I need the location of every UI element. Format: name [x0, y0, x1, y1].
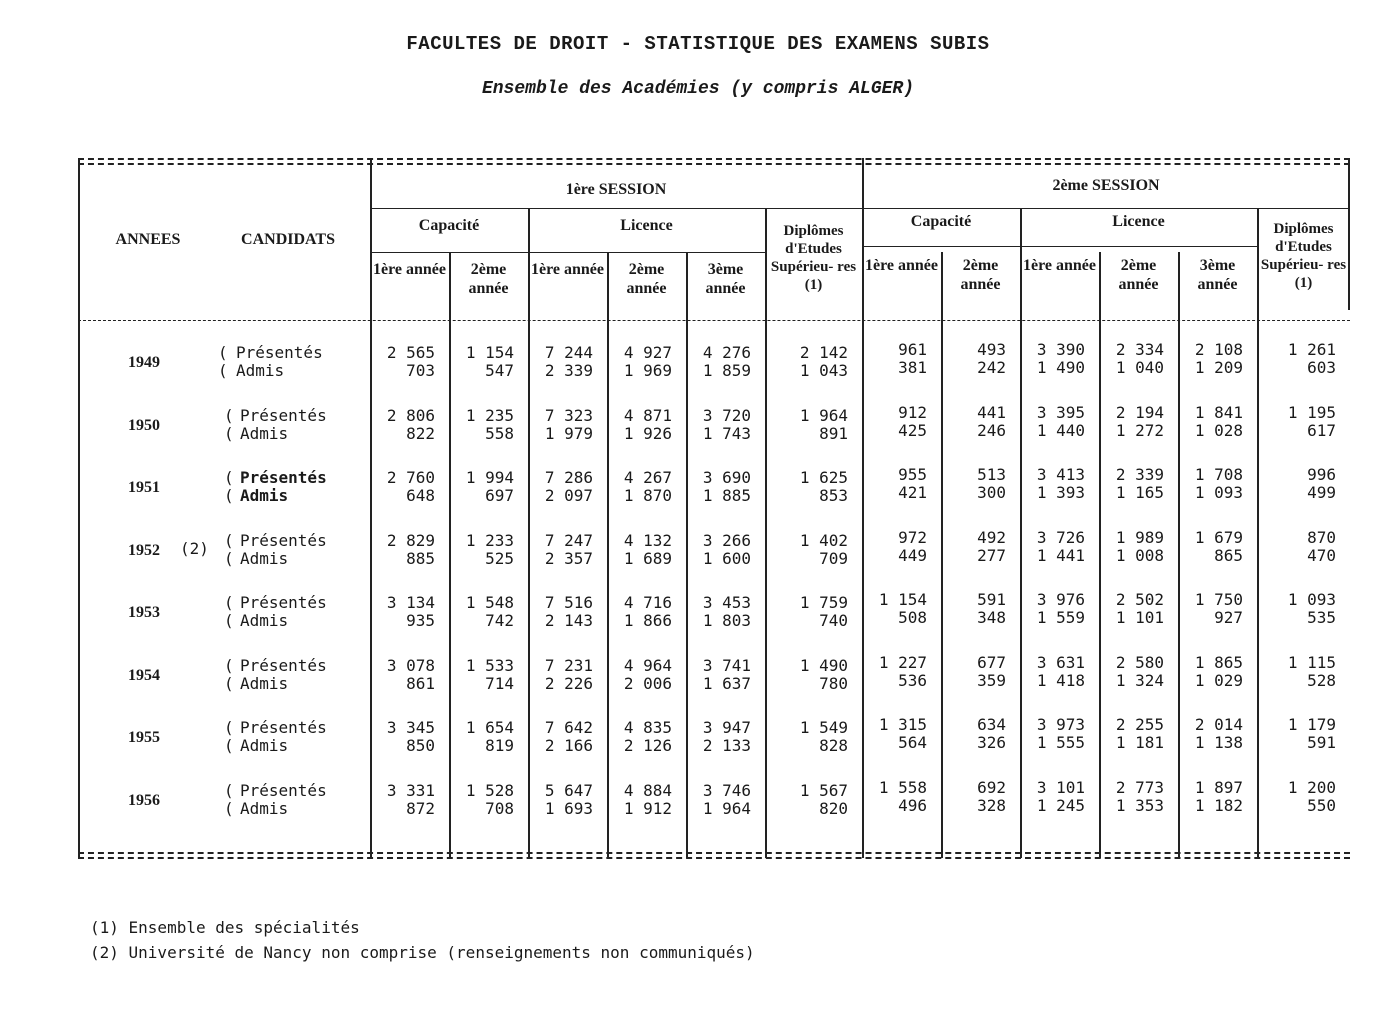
table-cell: 1 181 [1115, 733, 1164, 752]
header-s1-cap-annee1: 1ère année [372, 261, 446, 278]
table-cell: 1 235 [465, 405, 514, 425]
table-cell: 1 245 [1036, 795, 1085, 815]
label-presentes: Présentés [240, 468, 327, 487]
table-cell: 3 390 [1036, 340, 1085, 359]
bracket-glyph: ( [224, 798, 234, 818]
table-cell: 3 101 [1036, 777, 1085, 797]
header-s1-lic-annee1: 1ère année [530, 261, 604, 278]
label-admis: Admis [236, 361, 285, 380]
table-cell: 4 871 [623, 405, 672, 425]
table-cell: 4 927 [623, 343, 672, 362]
label-presentes: Présentés [240, 530, 327, 550]
table-cell: 1 393 [1036, 483, 1085, 502]
row-year: 1956 [128, 791, 160, 809]
header-bottom-rule [78, 320, 1350, 321]
table-cell: 2 502 [1115, 590, 1164, 609]
table-cell: 740 [819, 611, 848, 630]
table-cell: 1 870 [623, 486, 672, 505]
table-cell: 1 979 [544, 423, 593, 443]
table-cell: 246 [977, 420, 1006, 440]
bracket-glyph: ( [224, 423, 234, 443]
table-cell: 2 760 [386, 468, 435, 487]
table-cell: 2 006 [623, 673, 672, 693]
label-presentes: Présentés [240, 718, 327, 737]
table-cell: 822 [406, 423, 435, 443]
table-cell: 1 154 [878, 590, 927, 609]
header-diplomes-1: Diplômes d'Etudes Supérieu- res (1) [770, 223, 857, 293]
row-year: 1952 [128, 541, 160, 559]
table-cell: 1 969 [623, 361, 672, 380]
table-cell: 2 357 [544, 548, 593, 568]
subheader-divider-2 [862, 246, 1257, 247]
table-cell: 1 803 [702, 611, 751, 630]
header-s2-lic-annee2: 2ème année [1118, 257, 1159, 293]
table-cell: 550 [1307, 795, 1336, 815]
label-admis: Admis [240, 548, 289, 568]
table-cell: 2 133 [702, 736, 751, 755]
table-cell: 441 [977, 402, 1006, 422]
table-cell: 1 743 [702, 423, 751, 443]
label-presentes: Présentés [240, 593, 327, 612]
table-cell: 3 726 [1036, 527, 1085, 547]
footnote-2: (2) Université de Nancy non comprise (renseignements non communiqués) [90, 943, 755, 962]
table-cell: 1 029 [1194, 670, 1243, 690]
table-cell: 3 746 [702, 780, 751, 800]
header-capacite-1: Capacité [418, 217, 480, 234]
header-s2-lic-annee3: 3ème année [1197, 257, 1238, 293]
table-cell: 3 453 [702, 593, 751, 612]
bracket-glyph: ( [224, 530, 234, 550]
table-cell: 513 [977, 465, 1006, 484]
table-cell: 1 093 [1194, 483, 1243, 502]
table-cell: 1 441 [1036, 545, 1085, 565]
bracket-glyph: ( [224, 736, 234, 755]
table-cell: 2 142 [799, 343, 848, 362]
table-cell: 1 708 [1194, 465, 1243, 484]
label-presentes: Présentés [240, 655, 327, 675]
table-cell: 1 994 [465, 468, 514, 487]
table-top-rule-2 [78, 163, 1350, 165]
table-cell: 2 806 [386, 405, 435, 425]
bracket-glyph: ( [224, 611, 234, 630]
table-cell: 4 884 [623, 780, 672, 800]
table-cell: 7 323 [544, 405, 593, 425]
statistics-table [78, 158, 1350, 868]
header-s2-cap-annee1: 1ère année [864, 257, 938, 274]
table-cell: 634 [977, 715, 1006, 734]
table-cell: 1 227 [878, 652, 927, 672]
table-left-border [78, 158, 80, 858]
table-cell: 780 [819, 673, 848, 693]
table-cell: 528 [1307, 670, 1336, 690]
table-cell: 449 [898, 545, 927, 565]
table-cell: 3 741 [702, 655, 751, 675]
table-cell: 1 759 [799, 593, 848, 612]
table-cell: 4 132 [623, 530, 672, 550]
table-cell: 470 [1307, 545, 1336, 565]
table-cell: 1 209 [1194, 358, 1243, 377]
table-cell: 1 567 [799, 780, 848, 800]
table-cell: 697 [485, 486, 514, 505]
table-cell: 4 835 [623, 718, 672, 737]
footnote-1: (1) Ensemble des spécialités [90, 918, 360, 937]
table-cell: 648 [406, 486, 435, 505]
table-cell: 1 418 [1036, 670, 1085, 690]
table-cell: 4 964 [623, 655, 672, 675]
table-cell: 1 964 [702, 798, 751, 818]
table-cell: 1 154 [465, 343, 514, 362]
table-cell: 2 143 [544, 611, 593, 630]
table-cell: 7 244 [544, 343, 593, 362]
table-cell: 2 255 [1115, 715, 1164, 734]
table-cell: 927 [1214, 608, 1243, 627]
session-divider [370, 208, 1350, 209]
bracket-glyph: ( [224, 548, 234, 568]
table-cell: 709 [819, 548, 848, 568]
table-cell: 1 912 [623, 798, 672, 818]
subheader-divider-1 [370, 252, 765, 253]
table-cell: 1 865 [1194, 652, 1243, 672]
table-cell: 1 750 [1194, 590, 1243, 609]
table-cell: 1 138 [1194, 733, 1243, 752]
table-cell: 1 179 [1287, 715, 1336, 734]
header-candidats: CANDIDATS [241, 231, 335, 248]
table-cell: 820 [819, 798, 848, 818]
table-cell: 1 558 [878, 777, 927, 797]
table-cell: 547 [485, 361, 514, 380]
table-cell: 3 395 [1036, 402, 1085, 422]
table-cell: 493 [977, 340, 1006, 359]
bracket-glyph: ( [224, 486, 234, 505]
table-cell: 492 [977, 527, 1006, 547]
table-cell: 2 334 [1115, 340, 1164, 359]
table-cell: 1 897 [1194, 777, 1243, 797]
table-cell: 677 [977, 652, 1006, 672]
table-cell: 1 182 [1194, 795, 1243, 815]
table-cell: 692 [977, 777, 1006, 797]
table-cell: 3 690 [702, 468, 751, 487]
bracket-glyph: ( [224, 405, 234, 425]
table-cell: 4 267 [623, 468, 672, 487]
table-cell: 996 [1307, 465, 1336, 484]
table-cell: 1 324 [1115, 670, 1164, 690]
table-cell: 3 331 [386, 780, 435, 800]
table-cell: 1 533 [465, 655, 514, 675]
table-cell: 819 [485, 736, 514, 755]
table-cell: 2 226 [544, 673, 593, 693]
table-cell: 742 [485, 611, 514, 630]
bracket-glyph: ( [224, 718, 234, 737]
table-cell: 1 693 [544, 798, 593, 818]
table-cell: 1 549 [799, 718, 848, 737]
table-cell: 1 528 [465, 780, 514, 800]
table-top-rule [78, 158, 1350, 160]
table-cell: 499 [1307, 483, 1336, 502]
table-cell: 1 008 [1115, 545, 1164, 565]
table-cell: 4 276 [702, 343, 751, 362]
bracket-glyph: ( [218, 361, 228, 380]
table-cell: 326 [977, 733, 1006, 752]
header-licence-2: Licence [1112, 213, 1165, 230]
table-cell: 955 [898, 465, 927, 484]
table-cell: 1 272 [1115, 420, 1164, 440]
label-presentes: Présentés [236, 343, 323, 362]
table-cell: 1 926 [623, 423, 672, 443]
table-cell: 1 859 [702, 361, 751, 380]
table-cell: 1 555 [1036, 733, 1085, 752]
table-cell: 1 195 [1287, 402, 1336, 422]
table-cell: 3 973 [1036, 715, 1085, 734]
table-cell: 496 [898, 795, 927, 815]
table-cell: 603 [1307, 358, 1336, 377]
table-cell: 558 [485, 423, 514, 443]
table-cell: 1 043 [799, 361, 848, 380]
table-cell: 508 [898, 608, 927, 627]
bracket-glyph: ( [224, 655, 234, 675]
row-year: 1953 [128, 604, 160, 621]
table-cell: 2 166 [544, 736, 593, 755]
table-cell: 1 040 [1115, 358, 1164, 377]
table-cell: 1 101 [1115, 608, 1164, 627]
row-year: 1951 [128, 479, 160, 496]
table-cell: 7 231 [544, 655, 593, 675]
table-cell: 3 266 [702, 530, 751, 550]
header-s2-lic-annee1: 1ère année [1022, 257, 1096, 274]
header-session-2: 2ème SESSION [1052, 177, 1160, 194]
table-cell: 1 964 [799, 405, 848, 425]
table-cell: 870 [1307, 527, 1336, 547]
table-cell: 1 559 [1036, 608, 1085, 627]
table-cell: 1 353 [1115, 795, 1164, 815]
table-cell: 3 720 [702, 405, 751, 425]
table-cell: 861 [406, 673, 435, 693]
table-cell: 5 647 [544, 780, 593, 800]
header-annees: ANNEES [115, 231, 181, 248]
table-cell: 591 [1307, 733, 1336, 752]
table-cell: 1 261 [1287, 340, 1336, 359]
table-cell: 961 [898, 340, 927, 359]
table-cell: 1 315 [878, 715, 927, 734]
table-cell: 1 490 [1036, 358, 1085, 377]
table-cell: 2 339 [544, 361, 593, 380]
table-cell: 912 [898, 402, 927, 422]
table-cell: 2 829 [386, 530, 435, 550]
table-cell: 535 [1307, 608, 1336, 627]
label-admis: Admis [240, 611, 289, 630]
header-s2-cap-annee2: 2ème année [960, 257, 1001, 293]
header-s1-cap-annee2: 2ème année [468, 261, 509, 297]
table-bottom-rule [78, 852, 1350, 854]
table-cell: 1 402 [799, 530, 848, 550]
table-cell: 3 134 [386, 593, 435, 612]
table-cell: 359 [977, 670, 1006, 690]
table-cell: 277 [977, 545, 1006, 565]
header-s1-lic-annee3: 3ème année [705, 261, 746, 297]
table-cell: 7 516 [544, 593, 593, 612]
bracket-glyph: ( [224, 468, 234, 487]
table-cell: 242 [977, 358, 1006, 377]
table-cell: 935 [406, 611, 435, 630]
table-cell: 564 [898, 733, 927, 752]
table-cell: 2 194 [1115, 402, 1164, 422]
row-year: 1950 [128, 416, 160, 434]
table-cell: 2 014 [1194, 715, 1243, 734]
table-cell: 348 [977, 608, 1006, 627]
row-year: 1954 [128, 666, 160, 684]
table-cell: 703 [406, 361, 435, 380]
table-cell: 1 654 [465, 718, 514, 737]
table-cell: 872 [406, 798, 435, 818]
table-cell: 1 866 [623, 611, 672, 630]
table-cell: 425 [898, 420, 927, 440]
table-cell: 828 [819, 736, 848, 755]
table-cell: 714 [485, 673, 514, 693]
bracket-glyph: ( [224, 780, 234, 800]
table-cell: 1 093 [1287, 590, 1336, 609]
label-admis: Admis [240, 423, 289, 443]
header-s1-lic-annee2: 2ème année [626, 261, 667, 297]
table-cell: 300 [977, 483, 1006, 502]
page-subtitle: Ensemble des Académies (y compris ALGER) [481, 79, 915, 99]
table-cell: 1 841 [1194, 402, 1243, 422]
table-cell: 3 078 [386, 655, 435, 675]
table-cell: 2 097 [544, 486, 593, 505]
table-cell: 1 989 [1115, 527, 1164, 547]
table-cell: 1 600 [702, 548, 751, 568]
table-cell: 381 [898, 358, 927, 377]
table-cell: 850 [406, 736, 435, 755]
label-admis: Admis [240, 486, 289, 505]
table-cell: 3 631 [1036, 652, 1085, 672]
table-cell: 3 947 [702, 718, 751, 737]
table-cell: 328 [977, 795, 1006, 815]
header-licence-1: Licence [620, 217, 673, 234]
row-year: 1955 [128, 729, 160, 746]
row-year-note: (2) [180, 538, 209, 558]
table-cell: 891 [819, 423, 848, 443]
label-presentes: Présentés [240, 405, 327, 425]
table-cell: 1 115 [1287, 652, 1336, 672]
header-session-1: 1ère SESSION [565, 181, 667, 198]
column-divider [862, 158, 864, 858]
table-cell: 1 028 [1194, 420, 1243, 440]
table-cell: 885 [406, 548, 435, 568]
table-cell: 1 440 [1036, 420, 1085, 440]
label-admis: Admis [240, 736, 289, 755]
label-admis: Admis [240, 673, 289, 693]
table-cell: 1 165 [1115, 483, 1164, 502]
table-cell: 2 339 [1115, 465, 1164, 484]
table-cell: 536 [898, 670, 927, 690]
table-cell: 2 565 [386, 343, 435, 362]
table-cell: 853 [819, 486, 848, 505]
table-cell: 972 [898, 527, 927, 547]
table-bottom-rule-2 [78, 857, 1350, 859]
table-cell: 2 108 [1194, 340, 1243, 359]
table-cell: 617 [1307, 420, 1336, 440]
bracket-glyph: ( [218, 343, 228, 362]
table-cell: 591 [977, 590, 1006, 609]
table-cell: 865 [1214, 545, 1243, 565]
header-capacite-2: Capacité [910, 213, 972, 230]
table-cell: 7 642 [544, 718, 593, 737]
header-diplomes-2: Diplômes d'Etudes Supérieu- res (1) [1260, 221, 1347, 291]
table-cell: 1 625 [799, 468, 848, 487]
table-cell: 1 490 [799, 655, 848, 675]
bracket-glyph: ( [224, 673, 234, 693]
table-cell: 3 345 [386, 718, 435, 737]
table-cell: 1 200 [1287, 777, 1336, 797]
table-cell: 1 885 [702, 486, 751, 505]
table-cell: 1 548 [465, 593, 514, 612]
table-cell: 1 233 [465, 530, 514, 550]
table-cell: 2 580 [1115, 652, 1164, 672]
table-cell: 1 679 [1194, 527, 1243, 547]
table-cell: 2 126 [623, 736, 672, 755]
table-cell: 1 637 [702, 673, 751, 693]
label-admis: Admis [240, 798, 289, 818]
table-cell: 1 689 [623, 548, 672, 568]
table-cell: 421 [898, 483, 927, 502]
table-cell: 3 413 [1036, 465, 1085, 484]
table-cell: 525 [485, 548, 514, 568]
table-cell: 7 286 [544, 468, 593, 487]
row-year: 1949 [128, 354, 160, 371]
table-cell: 7 247 [544, 530, 593, 550]
table-cell: 3 976 [1036, 590, 1085, 609]
table-cell: 2 773 [1115, 777, 1164, 797]
table-cell: 4 716 [623, 593, 672, 612]
bracket-glyph: ( [224, 593, 234, 612]
page-title: FACULTES DE DROIT - STATISTIQUE DES EXAMENS SUBIS [406, 33, 990, 55]
label-presentes: Présentés [240, 780, 327, 800]
table-cell: 708 [485, 798, 514, 818]
